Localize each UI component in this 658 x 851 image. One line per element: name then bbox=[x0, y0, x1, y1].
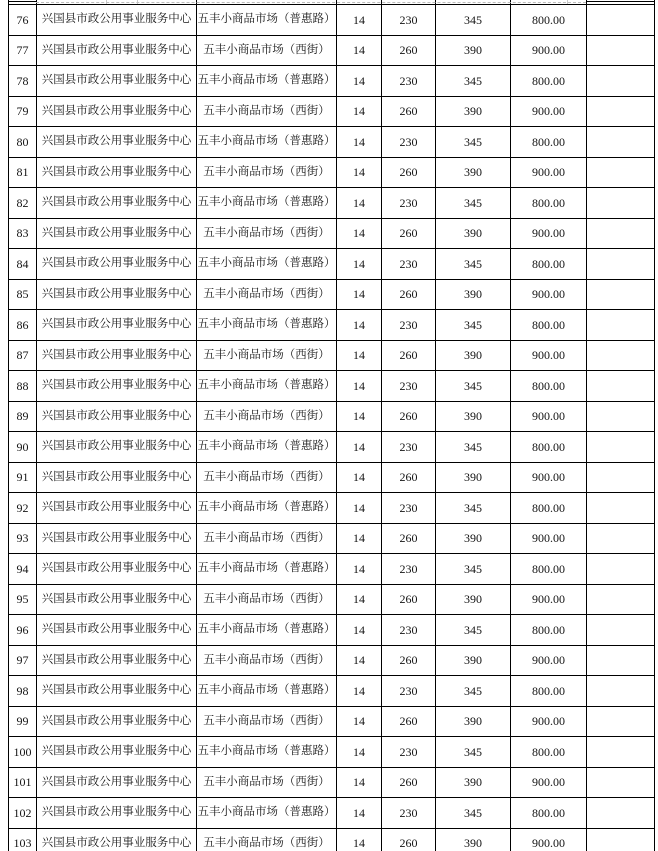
cell-blank bbox=[587, 615, 655, 646]
cell-value-2: 260 bbox=[382, 218, 436, 249]
cell-value-3: 390 bbox=[436, 828, 511, 851]
data-table bbox=[8, 4, 655, 851]
table-row bbox=[9, 737, 655, 768]
cell-market: 五丰小商品市场（西街） bbox=[197, 706, 337, 737]
cell-value-2: 230 bbox=[382, 554, 436, 585]
cell-market: 五丰小商品市场（西街） bbox=[197, 157, 337, 188]
cell-row-number: 87 bbox=[9, 340, 37, 371]
cell-amount: 800.00 bbox=[511, 493, 587, 524]
cell-market: 五丰小商品市场（西街） bbox=[197, 645, 337, 676]
cell-market: 五丰小商品市场（普惠路） bbox=[197, 737, 337, 768]
cell-amount: 800.00 bbox=[511, 188, 587, 219]
cell-value-3: 390 bbox=[436, 767, 511, 798]
cell-blank bbox=[587, 35, 655, 66]
cell-value-2: 230 bbox=[382, 371, 436, 402]
table-row bbox=[9, 432, 655, 463]
cell-organization: 兴国县市政公用事业服务中心 bbox=[37, 66, 197, 97]
cell-amount: 800.00 bbox=[511, 676, 587, 707]
cell-value-1: 14 bbox=[337, 35, 382, 66]
cell-blank bbox=[587, 462, 655, 493]
table-row bbox=[9, 615, 655, 646]
cell-amount: 900.00 bbox=[511, 767, 587, 798]
cell-blank bbox=[587, 310, 655, 341]
cell-organization: 兴国县市政公用事业服务中心 bbox=[37, 493, 197, 524]
cell-market: 五丰小商品市场（普惠路） bbox=[197, 493, 337, 524]
table-row bbox=[9, 798, 655, 829]
cell-value-3: 390 bbox=[436, 523, 511, 554]
cell-value-1: 14 bbox=[337, 798, 382, 829]
cell-amount: 800.00 bbox=[511, 554, 587, 585]
cell-value-2: 230 bbox=[382, 127, 436, 158]
table-row bbox=[9, 828, 655, 851]
cell-market: 五丰小商品市场（普惠路） bbox=[197, 554, 337, 585]
cell-organization: 兴国县市政公用事业服务中心 bbox=[37, 5, 197, 36]
cell-value-1: 14 bbox=[337, 493, 382, 524]
cell-value-2: 260 bbox=[382, 523, 436, 554]
cell-row-number: 77 bbox=[9, 35, 37, 66]
cell-value-3: 390 bbox=[436, 157, 511, 188]
cell-amount: 900.00 bbox=[511, 584, 587, 615]
cell-amount: 900.00 bbox=[511, 523, 587, 554]
cell-value-3: 390 bbox=[436, 35, 511, 66]
cell-value-1: 14 bbox=[337, 554, 382, 585]
cell-value-2: 230 bbox=[382, 310, 436, 341]
cell-amount: 800.00 bbox=[511, 798, 587, 829]
cell-value-2: 230 bbox=[382, 66, 436, 97]
table-body bbox=[9, 5, 655, 851]
cell-row-number: 98 bbox=[9, 676, 37, 707]
cell-organization: 兴国县市政公用事业服务中心 bbox=[37, 798, 197, 829]
cell-market: 五丰小商品市场（普惠路） bbox=[197, 676, 337, 707]
cell-organization: 兴国县市政公用事业服务中心 bbox=[37, 340, 197, 371]
table-row bbox=[9, 706, 655, 737]
cell-market: 五丰小商品市场（普惠路） bbox=[197, 615, 337, 646]
cell-market: 五丰小商品市场（普惠路） bbox=[197, 310, 337, 341]
cell-amount: 800.00 bbox=[511, 5, 587, 36]
cell-organization: 兴国县市政公用事业服务中心 bbox=[37, 737, 197, 768]
cell-value-2: 230 bbox=[382, 737, 436, 768]
cell-value-1: 14 bbox=[337, 157, 382, 188]
cell-market: 五丰小商品市场（普惠路） bbox=[197, 249, 337, 280]
cell-market: 五丰小商品市场（西街） bbox=[197, 828, 337, 851]
cell-value-2: 260 bbox=[382, 35, 436, 66]
cell-row-number: 95 bbox=[9, 584, 37, 615]
cell-value-3: 345 bbox=[436, 798, 511, 829]
cell-blank bbox=[587, 371, 655, 402]
upper-row-border bbox=[586, 1, 655, 2]
cell-blank bbox=[587, 188, 655, 219]
cell-organization: 兴国县市政公用事业服务中心 bbox=[37, 35, 197, 66]
table-row bbox=[9, 66, 655, 97]
cell-value-1: 14 bbox=[337, 127, 382, 158]
cell-value-2: 260 bbox=[382, 828, 436, 851]
cell-row-number: 89 bbox=[9, 401, 37, 432]
cell-blank bbox=[587, 96, 655, 127]
cell-blank bbox=[587, 676, 655, 707]
cell-value-1: 14 bbox=[337, 615, 382, 646]
cell-value-3: 390 bbox=[436, 401, 511, 432]
cell-value-3: 345 bbox=[436, 371, 511, 402]
cell-value-1: 14 bbox=[337, 828, 382, 851]
table-row bbox=[9, 249, 655, 280]
cell-value-3: 390 bbox=[436, 584, 511, 615]
cell-blank bbox=[587, 828, 655, 851]
cell-value-1: 14 bbox=[337, 767, 382, 798]
cell-organization: 兴国县市政公用事业服务中心 bbox=[37, 554, 197, 585]
cell-row-number: 101 bbox=[9, 767, 37, 798]
cell-row-number: 84 bbox=[9, 249, 37, 280]
cell-value-1: 14 bbox=[337, 401, 382, 432]
cell-value-1: 14 bbox=[337, 188, 382, 219]
cell-blank bbox=[587, 66, 655, 97]
cell-value-1: 14 bbox=[337, 279, 382, 310]
cell-amount: 900.00 bbox=[511, 35, 587, 66]
cell-amount: 800.00 bbox=[511, 737, 587, 768]
cell-value-3: 345 bbox=[436, 554, 511, 585]
cell-organization: 兴国县市政公用事业服务中心 bbox=[37, 279, 197, 310]
cell-value-3: 345 bbox=[436, 676, 511, 707]
cell-value-2: 260 bbox=[382, 157, 436, 188]
cell-blank bbox=[587, 493, 655, 524]
cell-market: 五丰小商品市场（普惠路） bbox=[197, 432, 337, 463]
cell-blank bbox=[587, 767, 655, 798]
cell-organization: 兴国县市政公用事业服务中心 bbox=[37, 401, 197, 432]
cell-blank bbox=[587, 279, 655, 310]
cell-amount: 900.00 bbox=[511, 462, 587, 493]
cell-amount: 900.00 bbox=[511, 828, 587, 851]
cell-organization: 兴国县市政公用事业服务中心 bbox=[37, 249, 197, 280]
cell-value-3: 345 bbox=[436, 493, 511, 524]
cell-organization: 兴国县市政公用事业服务中心 bbox=[37, 157, 197, 188]
cell-value-3: 345 bbox=[436, 249, 511, 280]
cell-market: 五丰小商品市场（西街） bbox=[197, 462, 337, 493]
cell-amount: 800.00 bbox=[511, 66, 587, 97]
cell-row-number: 88 bbox=[9, 371, 37, 402]
cell-row-number: 93 bbox=[9, 523, 37, 554]
table-row bbox=[9, 310, 655, 341]
table-row bbox=[9, 340, 655, 371]
cell-value-1: 14 bbox=[337, 371, 382, 402]
cell-amount: 900.00 bbox=[511, 645, 587, 676]
cell-value-3: 345 bbox=[436, 615, 511, 646]
cell-amount: 800.00 bbox=[511, 249, 587, 280]
cell-value-2: 260 bbox=[382, 96, 436, 127]
cell-value-1: 14 bbox=[337, 249, 382, 280]
cell-value-1: 14 bbox=[337, 432, 382, 463]
cell-value-3: 390 bbox=[436, 462, 511, 493]
cell-row-number: 99 bbox=[9, 706, 37, 737]
cell-value-1: 14 bbox=[337, 523, 382, 554]
cell-market: 五丰小商品市场（普惠路） bbox=[197, 66, 337, 97]
cell-blank bbox=[587, 157, 655, 188]
cell-market: 五丰小商品市场（西街） bbox=[197, 523, 337, 554]
cell-row-number: 102 bbox=[9, 798, 37, 829]
cell-value-2: 230 bbox=[382, 188, 436, 219]
cell-blank bbox=[587, 218, 655, 249]
cell-value-3: 390 bbox=[436, 340, 511, 371]
cell-value-3: 345 bbox=[436, 310, 511, 341]
cell-organization: 兴国县市政公用事业服务中心 bbox=[37, 310, 197, 341]
cell-value-2: 260 bbox=[382, 340, 436, 371]
cell-value-3: 390 bbox=[436, 279, 511, 310]
cell-blank bbox=[587, 706, 655, 737]
cell-value-2: 260 bbox=[382, 645, 436, 676]
table-row bbox=[9, 767, 655, 798]
cell-row-number: 79 bbox=[9, 96, 37, 127]
table-row bbox=[9, 279, 655, 310]
cell-value-3: 345 bbox=[436, 188, 511, 219]
cell-organization: 兴国县市政公用事业服务中心 bbox=[37, 767, 197, 798]
cell-row-number: 81 bbox=[9, 157, 37, 188]
cell-value-3: 390 bbox=[436, 96, 511, 127]
cell-organization: 兴国县市政公用事业服务中心 bbox=[37, 432, 197, 463]
cell-amount: 900.00 bbox=[511, 401, 587, 432]
cell-value-1: 14 bbox=[337, 218, 382, 249]
cell-market: 五丰小商品市场（西街） bbox=[197, 340, 337, 371]
cell-row-number: 83 bbox=[9, 218, 37, 249]
cell-amount: 800.00 bbox=[511, 310, 587, 341]
cell-value-1: 14 bbox=[337, 676, 382, 707]
cell-value-1: 14 bbox=[337, 96, 382, 127]
cell-blank bbox=[587, 340, 655, 371]
cell-market: 五丰小商品市场（西街） bbox=[197, 584, 337, 615]
table-row bbox=[9, 554, 655, 585]
table-row bbox=[9, 523, 655, 554]
cell-blank bbox=[587, 401, 655, 432]
cell-row-number: 80 bbox=[9, 127, 37, 158]
table-row bbox=[9, 371, 655, 402]
cell-organization: 兴国县市政公用事业服务中心 bbox=[37, 584, 197, 615]
table-row bbox=[9, 157, 655, 188]
cell-amount: 900.00 bbox=[511, 340, 587, 371]
table-row bbox=[9, 493, 655, 524]
cell-value-2: 260 bbox=[382, 462, 436, 493]
cell-amount: 900.00 bbox=[511, 279, 587, 310]
cell-amount: 900.00 bbox=[511, 96, 587, 127]
cell-organization: 兴国县市政公用事业服务中心 bbox=[37, 676, 197, 707]
cell-value-1: 14 bbox=[337, 5, 382, 36]
cell-value-2: 230 bbox=[382, 432, 436, 463]
cell-value-1: 14 bbox=[337, 737, 382, 768]
cell-market: 五丰小商品市场（西街） bbox=[197, 218, 337, 249]
cell-organization: 兴国县市政公用事业服务中心 bbox=[37, 706, 197, 737]
table-row bbox=[9, 218, 655, 249]
table-row bbox=[9, 96, 655, 127]
cell-organization: 兴国县市政公用事业服务中心 bbox=[37, 523, 197, 554]
cell-value-3: 390 bbox=[436, 218, 511, 249]
cell-row-number: 86 bbox=[9, 310, 37, 341]
table-row bbox=[9, 645, 655, 676]
cell-market: 五丰小商品市场（普惠路） bbox=[197, 5, 337, 36]
cell-value-3: 345 bbox=[436, 127, 511, 158]
cell-blank bbox=[587, 523, 655, 554]
cell-row-number: 97 bbox=[9, 645, 37, 676]
upper-row-border bbox=[8, 1, 37, 2]
cell-value-3: 345 bbox=[436, 432, 511, 463]
cell-row-number: 90 bbox=[9, 432, 37, 463]
cell-blank bbox=[587, 584, 655, 615]
table-row bbox=[9, 5, 655, 36]
cell-amount: 800.00 bbox=[511, 127, 587, 158]
table-row bbox=[9, 35, 655, 66]
cell-value-1: 14 bbox=[337, 462, 382, 493]
table-row bbox=[9, 462, 655, 493]
cell-amount: 900.00 bbox=[511, 706, 587, 737]
cell-amount: 800.00 bbox=[511, 615, 587, 646]
cell-market: 五丰小商品市场（西街） bbox=[197, 96, 337, 127]
cell-value-1: 14 bbox=[337, 706, 382, 737]
cell-blank bbox=[587, 798, 655, 829]
cell-row-number: 85 bbox=[9, 279, 37, 310]
cell-value-1: 14 bbox=[337, 340, 382, 371]
cell-blank bbox=[587, 645, 655, 676]
cell-value-3: 390 bbox=[436, 645, 511, 676]
cell-blank bbox=[587, 5, 655, 36]
table-row bbox=[9, 188, 655, 219]
cell-value-2: 230 bbox=[382, 493, 436, 524]
cell-row-number: 78 bbox=[9, 66, 37, 97]
cell-value-1: 14 bbox=[337, 310, 382, 341]
cell-value-2: 260 bbox=[382, 706, 436, 737]
cell-value-1: 14 bbox=[337, 66, 382, 97]
cell-value-1: 14 bbox=[337, 645, 382, 676]
cell-row-number: 96 bbox=[9, 615, 37, 646]
cell-row-number: 100 bbox=[9, 737, 37, 768]
table-row bbox=[9, 401, 655, 432]
table-row bbox=[9, 584, 655, 615]
cell-value-3: 390 bbox=[436, 706, 511, 737]
cell-organization: 兴国县市政公用事业服务中心 bbox=[37, 645, 197, 676]
table-row bbox=[9, 676, 655, 707]
cell-row-number: 92 bbox=[9, 493, 37, 524]
cell-organization: 兴国县市政公用事业服务中心 bbox=[37, 218, 197, 249]
cell-market: 五丰小商品市场（西街） bbox=[197, 767, 337, 798]
cell-organization: 兴国县市政公用事业服务中心 bbox=[37, 462, 197, 493]
cell-value-3: 345 bbox=[436, 5, 511, 36]
cell-value-2: 260 bbox=[382, 584, 436, 615]
cell-organization: 兴国县市政公用事业服务中心 bbox=[37, 188, 197, 219]
cell-market: 五丰小商品市场（普惠路） bbox=[197, 798, 337, 829]
cell-value-2: 260 bbox=[382, 279, 436, 310]
cell-market: 五丰小商品市场（西街） bbox=[197, 279, 337, 310]
cell-amount: 900.00 bbox=[511, 157, 587, 188]
table-row bbox=[9, 127, 655, 158]
cell-value-2: 230 bbox=[382, 676, 436, 707]
cell-value-2: 230 bbox=[382, 615, 436, 646]
cell-blank bbox=[587, 554, 655, 585]
cell-market: 五丰小商品市场（普惠路） bbox=[197, 371, 337, 402]
cell-organization: 兴国县市政公用事业服务中心 bbox=[37, 615, 197, 646]
cell-amount: 800.00 bbox=[511, 432, 587, 463]
cell-blank bbox=[587, 127, 655, 158]
cell-row-number: 94 bbox=[9, 554, 37, 585]
cell-value-2: 230 bbox=[382, 249, 436, 280]
cell-market: 五丰小商品市场（普惠路） bbox=[197, 188, 337, 219]
cell-value-3: 345 bbox=[436, 66, 511, 97]
cell-organization: 兴国县市政公用事业服务中心 bbox=[37, 127, 197, 158]
cell-market: 五丰小商品市场（西街） bbox=[197, 401, 337, 432]
cell-amount: 800.00 bbox=[511, 371, 587, 402]
cell-row-number: 91 bbox=[9, 462, 37, 493]
cell-market: 五丰小商品市场（普惠路） bbox=[197, 127, 337, 158]
cell-row-number: 82 bbox=[9, 188, 37, 219]
cell-value-2: 260 bbox=[382, 401, 436, 432]
cell-row-number: 76 bbox=[9, 5, 37, 36]
cell-blank bbox=[587, 737, 655, 768]
cell-organization: 兴国县市政公用事业服务中心 bbox=[37, 371, 197, 402]
cell-organization: 兴国县市政公用事业服务中心 bbox=[37, 828, 197, 851]
cell-organization: 兴国县市政公用事业服务中心 bbox=[37, 96, 197, 127]
cell-blank bbox=[587, 432, 655, 463]
cell-value-2: 230 bbox=[382, 5, 436, 36]
cell-amount: 900.00 bbox=[511, 218, 587, 249]
cell-value-3: 345 bbox=[436, 737, 511, 768]
cell-blank bbox=[587, 249, 655, 280]
cell-row-number: 103 bbox=[9, 828, 37, 851]
cell-value-1: 14 bbox=[337, 584, 382, 615]
cell-value-2: 260 bbox=[382, 767, 436, 798]
cell-market: 五丰小商品市场（西街） bbox=[197, 35, 337, 66]
cell-value-2: 230 bbox=[382, 798, 436, 829]
page-break-dash-line bbox=[36, 2, 586, 3]
